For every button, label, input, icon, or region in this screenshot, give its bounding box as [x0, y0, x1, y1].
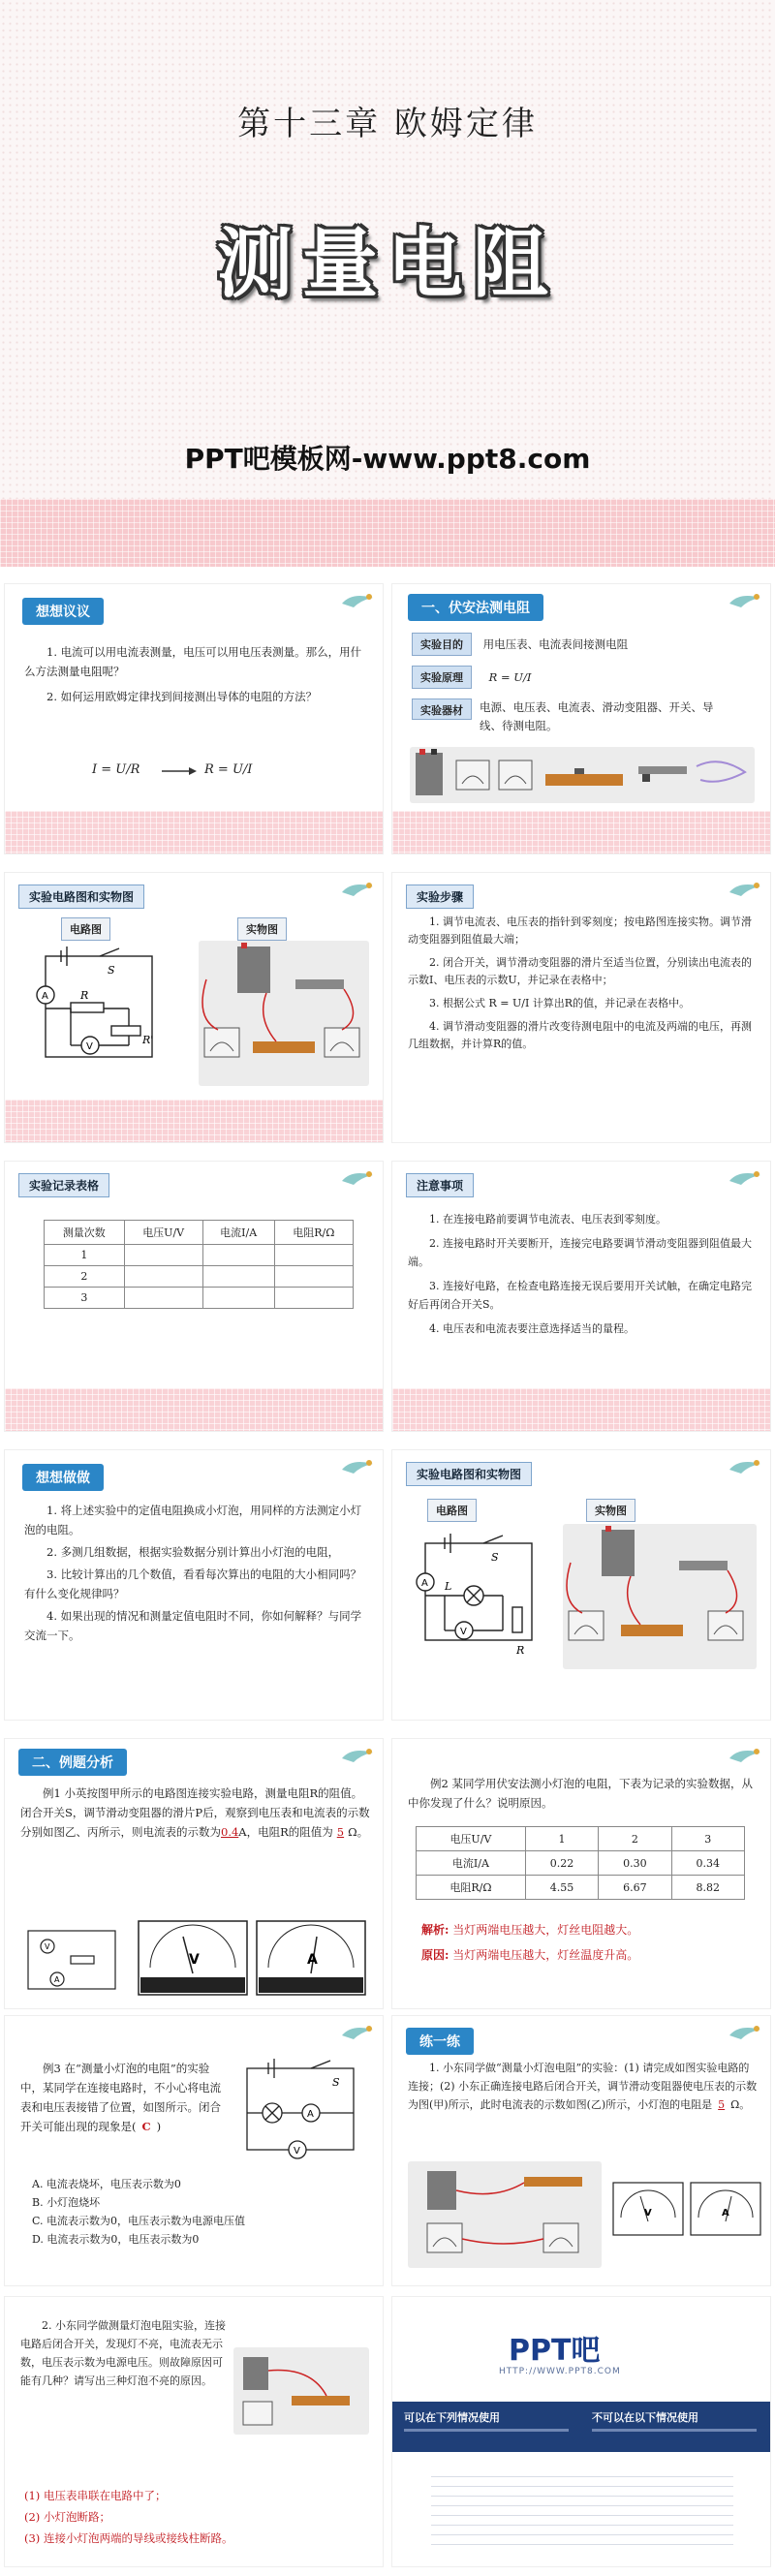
- left-title: 可以在下列情况使用: [404, 2411, 500, 2424]
- principle-text: R = U/I: [488, 670, 532, 684]
- svg-text:R': R': [142, 1034, 154, 1046]
- meter-readings: [611, 2181, 762, 2239]
- site-url: PPT吧模板网-www.ppt8.com: [184, 443, 591, 475]
- svg-text:S: S: [491, 1551, 499, 1564]
- option-d: D. 电流表示数为0，电压表示数为0: [32, 2233, 200, 2246]
- circuit-diagram: [22, 941, 177, 1076]
- step-2: 2. 闭合开关，调节滑动变阻器的滑片至适当位置，分别读出电流表的示数I、电压表的示数U，并记录在表格中；: [408, 956, 752, 986]
- logo-icon: [728, 879, 762, 898]
- table-cell: [274, 1245, 353, 1266]
- row-index: 1: [45, 1245, 125, 1266]
- table-cell: [202, 1266, 274, 1288]
- note-2: 2. 连接电路时开关要断开，连接完电路要调节滑动变阻器到阻值最大端。: [408, 1237, 752, 1268]
- example-text: 例2 某同学用伏安法测小灯泡的电阻，下表为记录的实验数据，从中你发现了什么？说明原因。: [408, 1777, 753, 1810]
- example-text-b: A，电阻R的阻值为: [238, 1825, 333, 1839]
- reason-text: 当灯两端电压越大，灯丝温度升高。: [452, 1948, 639, 1962]
- logo-icon: [340, 2022, 375, 2041]
- cover-slide: [0, 0, 775, 567]
- circuit-diagram: [233, 2055, 369, 2161]
- slide-practice: [391, 2015, 771, 2286]
- table-row: [417, 1876, 745, 1900]
- table-header-row: [417, 1827, 745, 1851]
- option-a: A. 电流表烧坏，电压表示数为0: [32, 2178, 181, 2190]
- slide-practice-2: [4, 2296, 384, 2567]
- section-label: 实验记录表格: [18, 1173, 109, 1197]
- equipment-photo: [410, 747, 755, 803]
- step-1: 1. 调节电流表、电压表的指针到零刻度；按电路图连接实物。调节滑动变阻器到阻值最大端；: [408, 916, 752, 946]
- header-cell: 2: [599, 1827, 671, 1851]
- logo-icon: [728, 2022, 762, 2041]
- example-text-close: ): [156, 2120, 162, 2133]
- slide-body: [24, 1501, 369, 1648]
- reason-line: [421, 1946, 638, 1963]
- table-cell: 电流I/A: [417, 1851, 526, 1876]
- slide-brand: [391, 2296, 771, 2567]
- table-cell: [202, 1245, 274, 1266]
- example-text: [20, 2059, 226, 2136]
- equipment-row: [412, 698, 731, 735]
- task-2: 2. 多测几组数据，根据实验数据分别计算出小灯泡的电阻，: [46, 1545, 340, 1559]
- svg-text:A: A: [722, 2208, 729, 2219]
- table-row: [45, 1266, 354, 1288]
- header-cell: 3: [671, 1827, 744, 1851]
- link-list: [431, 2467, 733, 2545]
- answers-list: [24, 2485, 373, 2549]
- logo-icon: [728, 590, 762, 609]
- section-label: 想想做做: [22, 1464, 104, 1491]
- header-cell: 1: [525, 1827, 598, 1851]
- table-cell: 0.30: [599, 1851, 671, 1876]
- svg-text:V: V: [294, 2146, 300, 2157]
- slide-example-1: [4, 1738, 384, 2009]
- circuit-diagram: [406, 1530, 551, 1656]
- section-label: 一、伏安法测电阻: [408, 594, 543, 621]
- principle-row: [412, 666, 531, 689]
- row-index: 3: [45, 1288, 125, 1309]
- table-cell: 0.22: [525, 1851, 598, 1876]
- practice-text-a: 1. 小东同学做“测量小灯泡电阻”的实验：(1) 请完成如图实验电路的连接；(2) 小东正确连接电路后闭合开关，调节滑动变阻器使电压表的示数为图(甲)所示，此时电流表的示数如图(乙)所示，小灯泡的电阻是: [408, 2062, 758, 2111]
- practice-text: 2. 小东同学做测量灯泡电阻实验，连接电路后闭合开关，发现灯不亮，电流表无示数，电压表示数为电源电压。则故障原因可能有几种？请写出三种灯泡不亮的原因。: [20, 2319, 226, 2387]
- example-text-a: 例3 在“测量小灯泡的电阻”的实验中，某同学在连接电路时，不小心将电流表和电压表接错了位置，如图所示。闭合开关可能出现的现象是(: [20, 2062, 221, 2133]
- note-1: 1. 在连接电路前要调节电流表、电压表到零刻度。: [429, 1213, 666, 1226]
- row-index: 2: [45, 1266, 125, 1288]
- real-illustration: [408, 2161, 602, 2268]
- purpose-text: 用电压表、电流表间接测电阻: [482, 637, 629, 651]
- header-cell: 电压U/V: [417, 1827, 526, 1851]
- svg-text:V: V: [189, 1952, 200, 1968]
- question-2: 2. 如何运用欧姆定律找到间接测出导体的电阻的方法？: [46, 690, 318, 703]
- svg-text:V: V: [644, 2208, 652, 2219]
- table-row: [417, 1851, 745, 1876]
- logo-icon: [340, 1456, 375, 1475]
- meter-readings: [137, 1919, 369, 1999]
- table-cell: [124, 1245, 202, 1266]
- section-label: 二、例题分析: [18, 1749, 127, 1776]
- logo-icon: [728, 1456, 762, 1475]
- slide-circuit-real: [4, 872, 384, 1143]
- real-illustration: [233, 2347, 369, 2435]
- pink-grid-band: [5, 811, 383, 853]
- left-line: [404, 2429, 569, 2432]
- slide-body: [408, 914, 759, 1059]
- pink-grid-band: [392, 811, 770, 853]
- answer-current: 0.4: [221, 1825, 239, 1839]
- purpose-tag: 实验目的: [412, 633, 472, 656]
- equipment-tag: 实验器材: [412, 698, 472, 720]
- right-title: 不可以在以下情况使用: [592, 2411, 698, 2424]
- analysis-text: 当灯两端电压越大，灯丝电阻越大。: [452, 1923, 639, 1937]
- logo-icon: [728, 1167, 762, 1187]
- data-table: [416, 1826, 745, 1900]
- slide-voltammetry: [391, 583, 771, 854]
- logo-icon: [340, 1167, 375, 1187]
- header-cell: 测量次数: [45, 1221, 125, 1245]
- option-c: C. 电流表示数为0，电压表示数为电源电压值: [32, 2215, 246, 2227]
- slide-body: [24, 642, 369, 712]
- header-cell: 电压U/V: [124, 1221, 202, 1245]
- step-3: 3. 根据公式 R = U/I 计算出R的值，并记录在表格中。: [429, 997, 691, 1009]
- example-text-c: Ω。: [348, 1825, 369, 1839]
- formula-ohm: I = U/R: [92, 762, 140, 777]
- table-cell: [274, 1266, 353, 1288]
- table-cell: [124, 1266, 202, 1288]
- table-cell: 0.34: [671, 1851, 744, 1876]
- example-text: [20, 1784, 373, 1842]
- table-cell: 4.55: [525, 1876, 598, 1900]
- options-list: [32, 2175, 371, 2249]
- analysis-line: [421, 1921, 638, 1938]
- svg-text:R: R: [80, 989, 89, 1002]
- table-row: [45, 1245, 354, 1266]
- question-1: 1. 电流可以用电流表测量，电压可以用电压表测量。那么，用什么方法测量电阻呢？: [24, 645, 362, 678]
- table-row: [45, 1288, 354, 1309]
- svg-text:A: A: [54, 1975, 60, 1984]
- slide-think-do: [4, 1449, 384, 1721]
- practice-text-b: Ω。: [730, 2098, 751, 2111]
- table-cell: 8.82: [671, 1876, 744, 1900]
- record-table: [44, 1220, 354, 1309]
- section-label: 注意事项: [406, 1173, 474, 1197]
- task-4: 4. 如果出现的情况和测量定值电阻时不同，你如何解释？与同学交流一下。: [24, 1609, 362, 1642]
- table-cell: [124, 1288, 202, 1309]
- slide-think-discuss: [4, 583, 384, 854]
- brand-logo: PPT吧: [509, 2334, 601, 2368]
- logo-icon: [340, 1745, 375, 1764]
- section-label: 实验电路图和实物图: [18, 885, 144, 909]
- real-photo: [199, 941, 369, 1086]
- header-cell: 电流I/A: [202, 1221, 274, 1245]
- answer-3: (3) 连接小灯泡两端的导线或接线柱断路。: [24, 2531, 233, 2545]
- real-label: 实物图: [586, 1499, 636, 1522]
- practice-text: [408, 2059, 759, 2114]
- svg-text:A: A: [307, 2109, 314, 2120]
- svg-text:S: S: [332, 2076, 340, 2089]
- task-3: 3. 比较计算出的几个数值，看看每次算出的电阻的大小相同吗？有什么变化规律吗？: [24, 1567, 362, 1600]
- real-illustration: [563, 1524, 757, 1669]
- note-4: 4. 电压表和电流表要注意选择适当的量程。: [429, 1322, 635, 1335]
- main-title: 测量电阻: [216, 221, 558, 308]
- pink-grid-band: [5, 1100, 383, 1142]
- svg-text:R: R: [516, 1644, 525, 1656]
- formula-resistance: R = U/I: [204, 762, 253, 777]
- logo-icon: [340, 590, 375, 609]
- real-illustration: [199, 941, 369, 1086]
- pink-grid-band: [392, 1388, 770, 1431]
- real-photo: [233, 2347, 369, 2435]
- answer-choice: C: [141, 2120, 151, 2133]
- svg-text:L: L: [445, 1580, 452, 1593]
- svg-text:A: A: [42, 991, 48, 1002]
- info-bar: [392, 2402, 771, 2452]
- slide-notes: [391, 1161, 771, 1432]
- circuit-label: 电路图: [61, 917, 110, 941]
- task-1: 1. 将上述实验中的定值电阻换成小灯泡，用同样的方法测定小灯泡的电阻。: [24, 1504, 362, 1536]
- answer-1: (1) 电压表串联在电路中了；: [24, 2489, 167, 2502]
- svg-text:V: V: [45, 1942, 50, 1951]
- real-photo: [408, 2161, 602, 2268]
- equipment-text: 电源、电压表、电流表、滑动变阻器、开关、导线、待测电阻。: [480, 700, 714, 732]
- slide-circuit-real-lamp: [391, 1449, 771, 1721]
- section-label: 练一练: [406, 2028, 474, 2055]
- table-cell: [202, 1288, 274, 1309]
- real-label: 实物图: [237, 917, 287, 941]
- answer-resistance: 5: [718, 2098, 726, 2111]
- example-text-a: 例1 小英按图甲所示的电路图连接实验电路，测量电阻R的阻值。闭合开关S，调节滑动变阻器的滑片P后，观察到电压表和电流表的示数分别如图乙、丙所示，则电流表的示数为: [20, 1786, 370, 1839]
- svg-text:V: V: [460, 1627, 467, 1637]
- purpose-row: [412, 633, 628, 656]
- equipment-illustration: [410, 747, 755, 803]
- svg-text:V: V: [86, 1041, 93, 1052]
- table-cell: 电阻R/Ω: [417, 1876, 526, 1900]
- reason-tag: 原因:: [421, 1948, 450, 1962]
- table-cell: 6.67: [599, 1876, 671, 1900]
- header-cell: 电阻R/Ω: [274, 1221, 353, 1245]
- section-label: 想想议议: [22, 598, 104, 625]
- slide-body: [408, 1210, 759, 1344]
- section-label: 实验电路图和实物图: [406, 1462, 532, 1486]
- circuit-diagram: [18, 1921, 125, 1999]
- arrow-icon: [160, 764, 199, 778]
- section-label: 实验步骤: [406, 885, 474, 909]
- step-4: 4. 调节滑动变阻器的滑片改变待测电阻中的电流及两端的电压，再测几组数据，并计算R的值。: [408, 1020, 752, 1050]
- chapter-title: 第十三章 欧姆定律: [237, 105, 538, 143]
- answer-resistance: 5: [336, 1825, 345, 1839]
- logo-icon: [340, 879, 375, 898]
- right-line: [592, 2429, 757, 2432]
- logo-icon: [728, 1745, 762, 1764]
- real-photo: [563, 1524, 757, 1669]
- option-b: B. 小灯泡烧坏: [32, 2196, 101, 2209]
- principle-tag: 实验原理: [412, 666, 472, 689]
- brand-site: HTTP://WWW.PPT8.COM: [499, 2367, 621, 2376]
- svg-text:A: A: [421, 1578, 428, 1589]
- svg-text:A: A: [307, 1952, 318, 1968]
- answer-2: (2) 小灯泡断路；: [24, 2510, 110, 2524]
- slide-example-2: [391, 1738, 771, 2009]
- circuit-label: 电路图: [427, 1499, 477, 1522]
- slide-record-table: [4, 1161, 384, 1432]
- pink-grid-band: [0, 499, 775, 567]
- table-cell: [274, 1288, 353, 1309]
- slide-example-3: [4, 2015, 384, 2286]
- pink-grid-band: [5, 1388, 383, 1431]
- svg-text:S: S: [108, 964, 115, 977]
- analysis-tag: 解析:: [421, 1923, 450, 1937]
- note-3: 3. 连接好电路，在检查电路连接无误后要用开关试触，在确定电路完好后再闭合开关S。: [408, 1280, 752, 1311]
- table-header-row: [45, 1221, 354, 1245]
- slide-steps: [391, 872, 771, 1143]
